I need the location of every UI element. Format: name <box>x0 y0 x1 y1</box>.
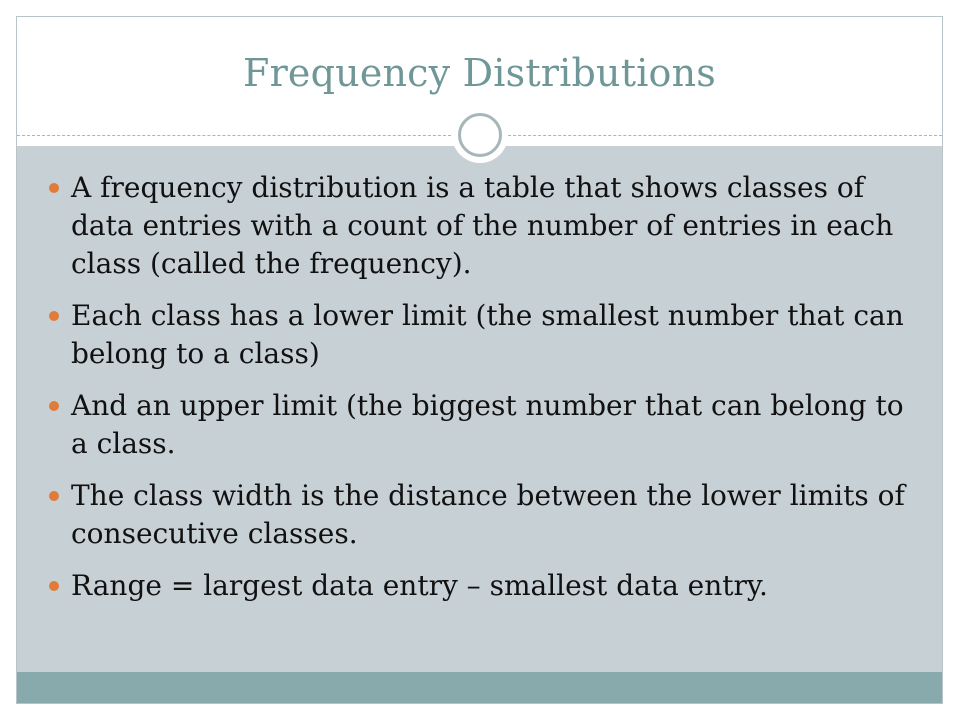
bullet-marker-icon <box>49 311 59 321</box>
bullet-item <box>49 169 909 283</box>
bullet-marker-icon <box>49 183 59 193</box>
bullet-text: The class width is the distance between the lower limits of consecutive classes. <box>71 479 905 550</box>
bullet-text: A frequency distribution is a table that shows classes of data entries with a count of the number of entries in each class (called the frequency). <box>71 171 894 280</box>
bullet-list <box>49 169 909 619</box>
bullet-marker-icon <box>49 401 59 411</box>
footer-band <box>17 672 942 704</box>
bullet-text: And an upper limit (the biggest number that can belong to a class. <box>71 389 904 460</box>
bullet-marker-icon <box>49 491 59 501</box>
bullet-item <box>49 567 909 605</box>
bullet-text: Each class has a lower limit (the smallest number that can belong to a class) <box>71 299 904 370</box>
circle-ornament <box>452 107 508 163</box>
slide <box>16 16 943 704</box>
circle-ornament-inner <box>458 113 502 157</box>
bullet-marker-icon <box>49 581 59 591</box>
bullet-item <box>49 477 909 553</box>
bullet-text: Range = largest data entry – smallest data entry. <box>71 569 768 602</box>
slide-title: Frequency Distributions <box>243 51 716 95</box>
bullet-item <box>49 297 909 373</box>
bullet-item <box>49 387 909 463</box>
